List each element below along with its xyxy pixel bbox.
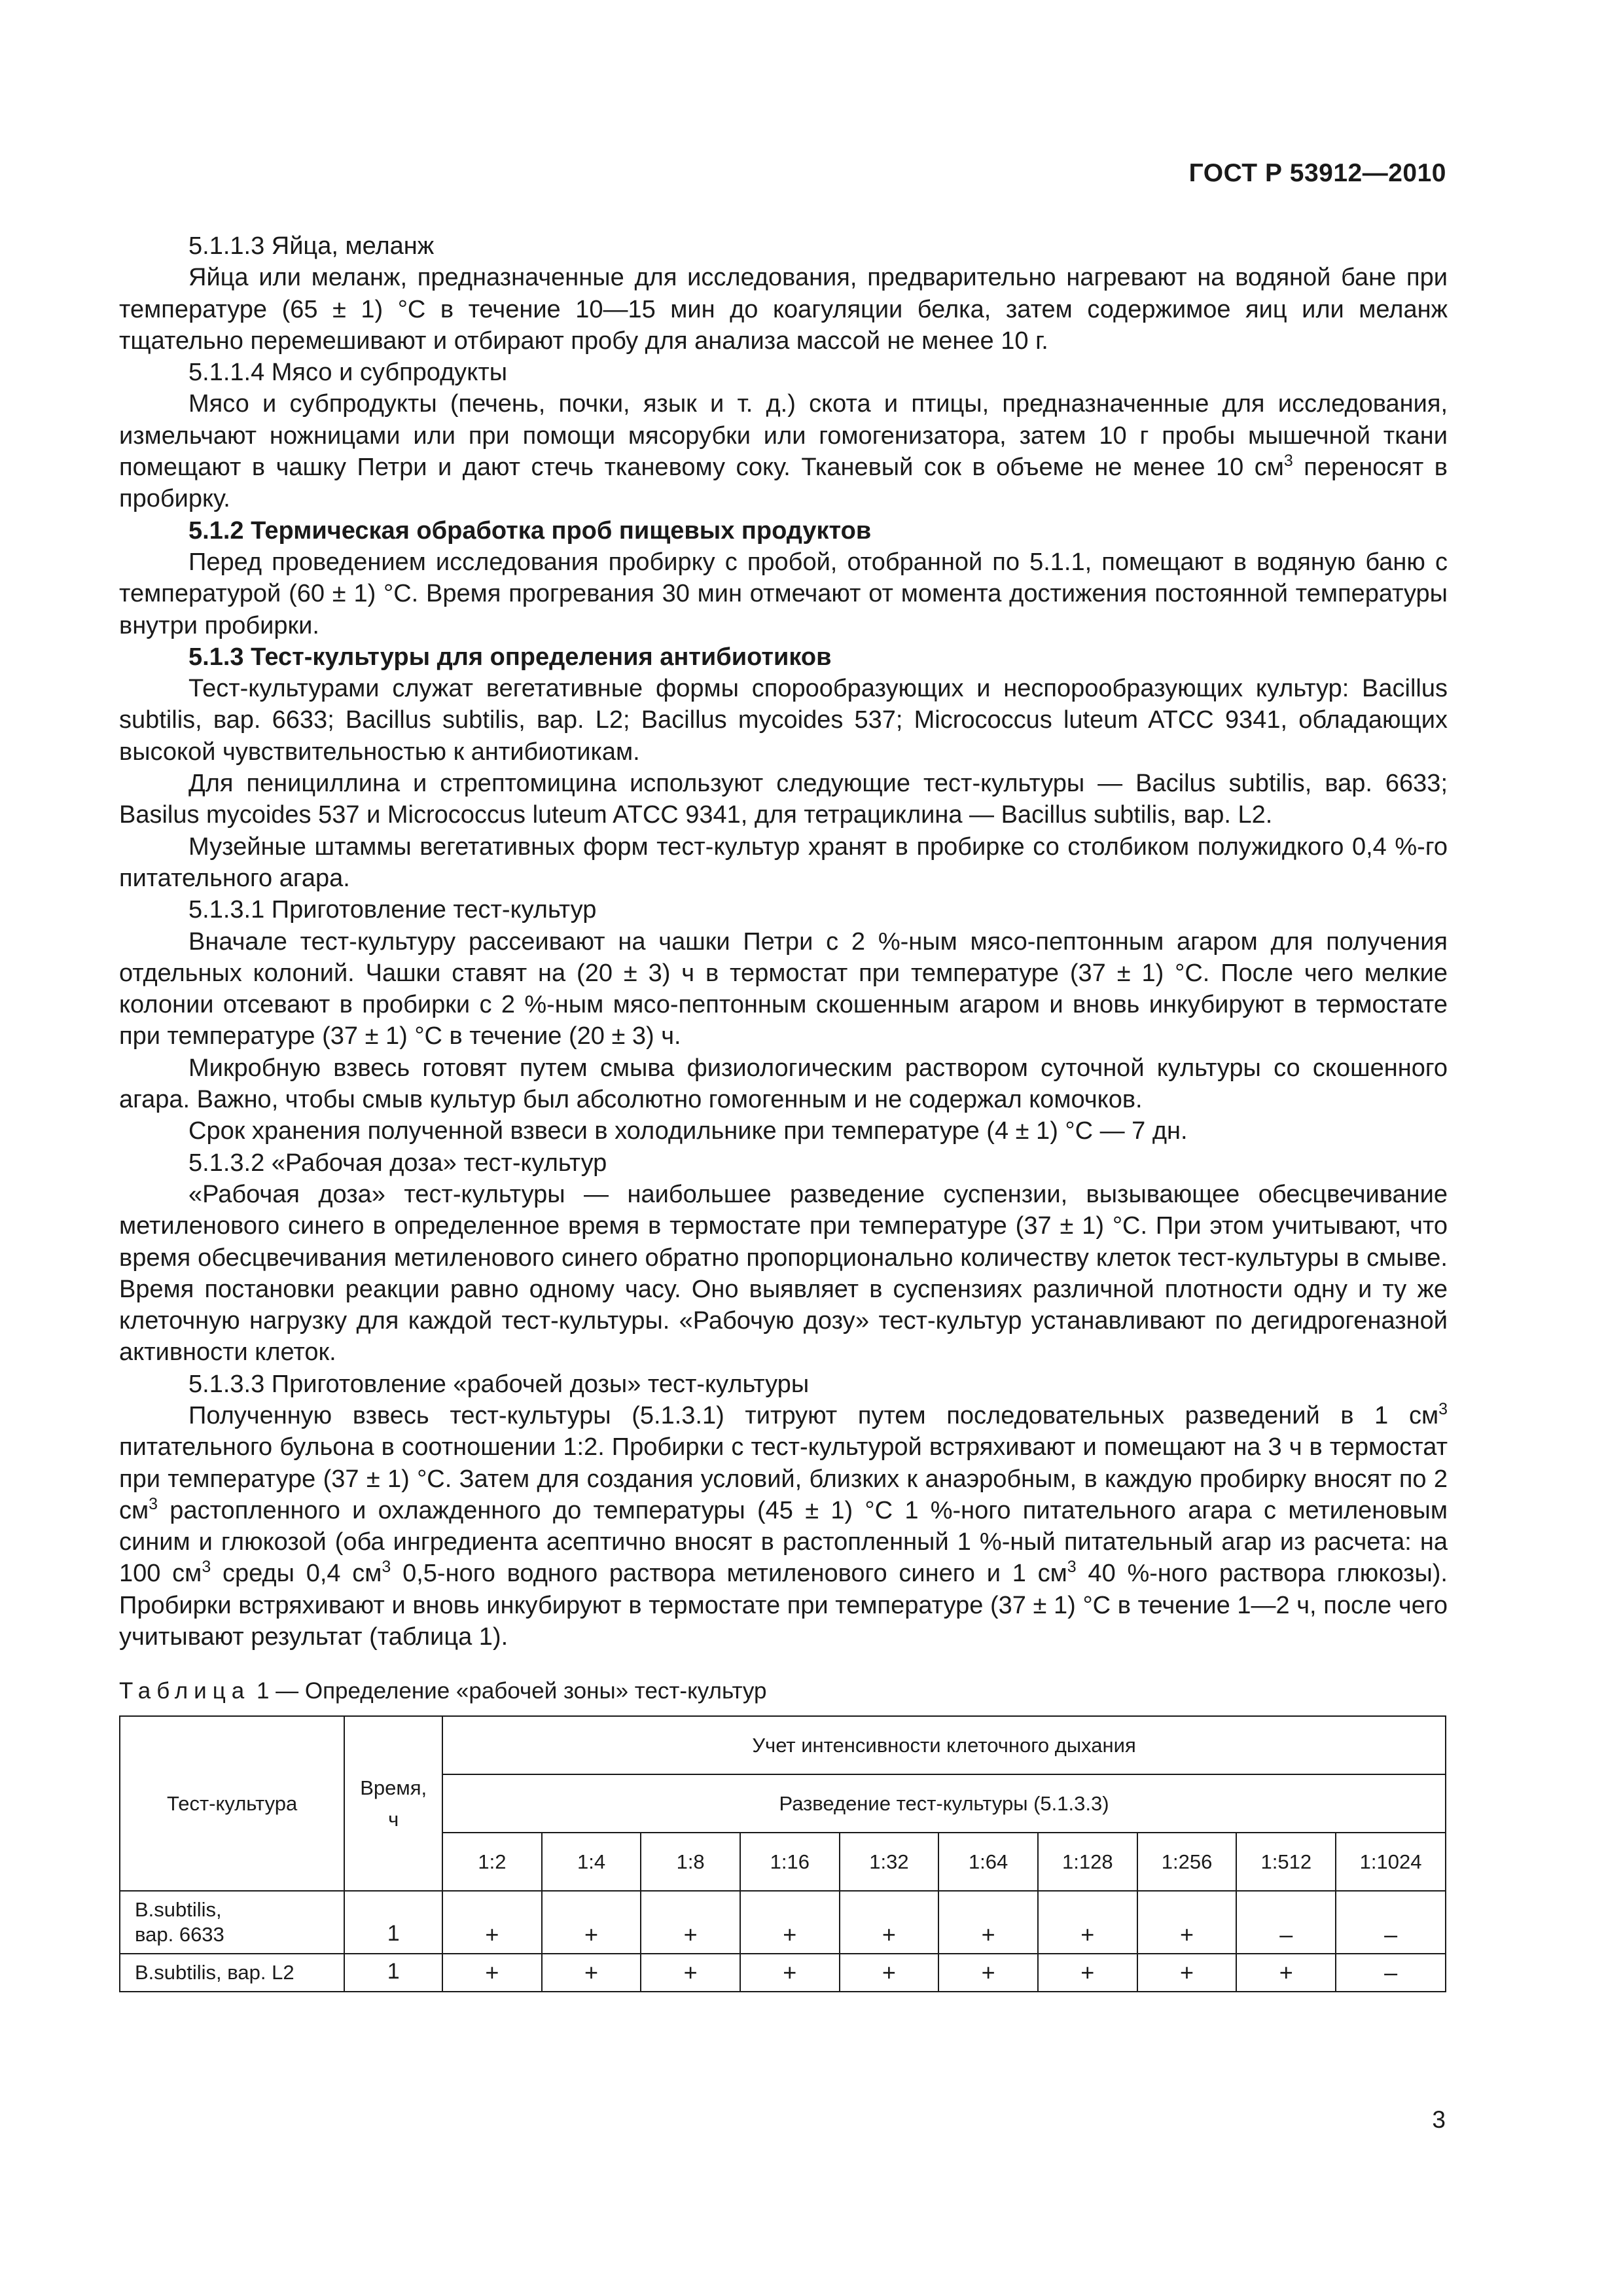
paragraph-test-cultures-3: Музейные штаммы вегетативных форм тест-культур хранят в пробирке со столбиком полужидкого 0,4 %-го питательного агара.: [119, 833, 1448, 892]
dilution-cell: 1:1024: [1336, 1833, 1446, 1891]
culture-name: B.subtilis,: [135, 1898, 222, 1922]
result-cell: +: [542, 1891, 641, 1954]
page-number: 3: [1432, 2106, 1446, 2133]
paragraph-preparation-3: Срок хранения полученной взвеси в холодильнике при температуре (4 ± 1) °С — 7 дн.: [188, 1117, 1188, 1145]
section-heading-512: 5.1.2 Термическая обработка проб пищевых продуктов: [188, 516, 872, 545]
superscript: 3: [1438, 1399, 1448, 1418]
dilution-cell: 1:256: [1137, 1833, 1237, 1891]
superscript: 3: [202, 1558, 211, 1577]
result-cell: –: [1236, 1891, 1336, 1954]
dilution-cell: 1:128: [1038, 1833, 1137, 1891]
text-run: 0,5-ного водного раствора метиленового синего и 1 см: [391, 1560, 1067, 1588]
paragraph-preparation-2: Микробную взвесь готовят путем смыва физиологическим раствором суточной культуры со скошенного агара. Важно, чтобы смыв культур был абсолютно гомогенным и не содержал комочков.: [119, 1054, 1448, 1114]
result-cell: +: [442, 1954, 542, 1992]
result-cell: +: [641, 1954, 740, 1992]
paragraph-meat: [119, 388, 1448, 514]
section-heading-5132: 5.1.3.2 «Рабочая доза» тест-культур: [188, 1149, 607, 1177]
header-culture: Тест-культура: [120, 1716, 344, 1891]
table-header-row: [120, 1716, 1446, 1774]
paragraph-test-cultures-2: Для пенициллина и стрептомицина используют следующие тест-культуры — Bacilus subtilis, вар. 6633; Basilus mycoides 537 и Micrococcus luteum ATCC 9341, для тетрациклина — Bacillus subtilis, вар. L2.: [119, 770, 1448, 829]
result-cell: +: [1137, 1891, 1237, 1954]
result-cell: +: [938, 1954, 1038, 1992]
dilution-cell: 1:64: [938, 1833, 1038, 1891]
paragraph-working-dose-preparation: [119, 1400, 1448, 1653]
table-caption-text: 1 — Определение «рабочей зоны» тест-культур: [250, 1678, 767, 1704]
section-heading-5133: 5.1.3.3 Приготовление «рабочей дозы» тест-культуры: [188, 1370, 810, 1398]
result-cell: –: [1336, 1954, 1446, 1992]
superscript: 3: [382, 1558, 391, 1577]
text-run: 40 %-ного раствора глюкозы). Пробирки встряхивают и вновь инкубируют в термостате при температуре (37 ± 1) °С в течение 1—2 ч, после чего учитывают результат (таблица 1).: [119, 1560, 1448, 1651]
result-cell: +: [442, 1891, 542, 1954]
header-time-label: Время,: [360, 1776, 427, 1799]
section-heading-5131: 5.1.3.1 Приготовление тест-культур: [188, 896, 597, 924]
table-caption-label: Таблица: [119, 1678, 251, 1704]
page-body: [119, 230, 1448, 1992]
text-run: среды 0,4 см: [211, 1560, 382, 1588]
result-cell: +: [1038, 1891, 1137, 1954]
text-run: растопленного и охлажденного до температуры (45 ± 1) °С 1 %-ного питательного агара с метиленовым синим и глюкозой (оба ингредиента асептично вносят в растопленный 1 %-ный питательный агар из расчета: на 100 см: [119, 1496, 1448, 1588]
dilution-cell: 1:4: [542, 1833, 641, 1891]
dilution-cell: 1:512: [1236, 1833, 1336, 1891]
header-time-unit: ч: [388, 1807, 399, 1831]
result-cell: –: [1336, 1891, 1446, 1954]
result-cell: +: [840, 1891, 939, 1954]
superscript: 3: [1067, 1558, 1077, 1577]
text-run: питательного бульона в соотношении 1:2. Пробирки с тест-культурой встряхивают и помещают на 3 ч в термостат при температуре (37 ± 1) °С. Затем для создания условий, близких к анаэробным, в каждую пробирку вносят по 2 см: [119, 1433, 1448, 1524]
text-run: Полученную взвесь тест-культуры (5.1.3.1) титруют путем последовательных разведений в 1 см: [188, 1401, 1439, 1429]
section-heading-513: 5.1.3 Тест-культуры для определения антибиотиков: [188, 643, 832, 671]
dilution-cell: 1:8: [641, 1833, 740, 1891]
paragraph-heat-treatment: Перед проведением исследования пробирку с пробой, отобранной по 5.1.1, помещают в водяную баню с температурой (60 ± 1) °С. Время прогревания 30 мин отмечают от момента достижения постоянной температуры внутри пробирки.: [119, 548, 1448, 639]
time-cell: 1: [344, 1954, 442, 1992]
header-dilution: Разведение тест-культуры (5.1.3.3): [442, 1774, 1446, 1833]
text-run: Мясо и субпродукты (печень, почки, язык и т. д.) скота и птицы, предназначенные для исследования, измельчают ножницами или при помощи мясорубки или гомогенизатора, затем 10 г пробы мышечной ткани помещают в чашку Петри и дают стечь тканевому соку. Тканевый сок в объеме не менее 10 см: [119, 390, 1448, 482]
result-cell: +: [641, 1891, 740, 1954]
culture-name-cell: B.subtilis, вар. L2: [120, 1954, 344, 1992]
standard-code-header: ГОСТ Р 53912—2010: [1188, 159, 1446, 187]
paragraph-eggs: Яйца или меланж, предназначенные для исследования, предварительно нагревают на водяной бане при температуре (65 ± 1) °С в течение 10—15 мин до коагуляции белка, затем содержимое яиц или меланж тщательно перемешивают и отбирают пробу для анализа массой не менее 10 г.: [119, 264, 1448, 355]
dilution-table: [119, 1715, 1446, 1992]
result-cell: +: [542, 1954, 641, 1992]
header-respiration: Учет интенсивности клеточного дыхания: [442, 1716, 1446, 1774]
result-cell: +: [1236, 1954, 1336, 1992]
table-row: [120, 1954, 1446, 1992]
section-heading-5113: 5.1.1.3 Яйца, меланж: [188, 232, 435, 260]
table-row: [120, 1891, 1446, 1954]
dilution-cell: 1:32: [840, 1833, 939, 1891]
table-caption: [119, 1676, 1448, 1706]
result-cell: +: [1137, 1954, 1237, 1992]
culture-variant: вар. 6633: [135, 1923, 224, 1946]
time-cell: 1: [344, 1891, 442, 1954]
culture-name-cell: [120, 1891, 344, 1954]
result-cell: +: [938, 1891, 1038, 1954]
dilution-cell: 1:16: [740, 1833, 840, 1891]
section-heading-5114: 5.1.1.4 Мясо и субпродукты: [188, 359, 508, 387]
result-cell: +: [840, 1954, 939, 1992]
result-cell: +: [1038, 1954, 1137, 1992]
superscript: 3: [1283, 452, 1293, 471]
paragraph-test-cultures-1: Тест-культурами служат вегетативные формы спорообразующих и неспорообразующих культур: Bacillus subtilis, вар. 6633; Bacillus subtilis, вар. L2; Bacillus mycoides 537; Micrococcus luteum ATCC 9341, обладающих высокой чувствительностью к антибиотикам.: [119, 675, 1448, 766]
paragraph-preparation-1: Вначале тест-культуру рассеивают на чашки Петри с 2 %-ным мясо-пептонным агаром для получения отдельных колоний. Чашки ставят на (20 ± 3) ч в термостат при температуре (37 ± 1) °С. После чего мелкие колонии отсевают в пробирки с 2 %-ным мясо-пептонным скошенным агаром и вновь инкубируют в термостате при температуре (37 ± 1) °С в течение (20 ± 3) ч.: [119, 927, 1448, 1050]
result-cell: +: [740, 1891, 840, 1954]
dilution-cell: 1:2: [442, 1833, 542, 1891]
text-run: переносят в пробирку.: [119, 454, 1448, 513]
superscript: 3: [149, 1494, 158, 1513]
header-time: [344, 1716, 442, 1891]
paragraph-working-dose: «Рабочая доза» тест-культуры — наибольшее разведение суспензии, вызывающее обесцвечивание метиленового синего в определенное время в термостате при температуре (37 ± 1) °С. При этом учитывают, что время обесцвечивания метиленового синего обратно пропорционально количеству клеток тест-культуры в смыве. Время постановки реакции равно одному часу. Оно выявляет в суспензиях различной плотности одну и ту же клеточную нагрузку для каждой тест-культуры. «Рабочую дозу» тест-культур устанавливают по дегидрогеназной активности клеток.: [119, 1180, 1448, 1367]
result-cell: +: [740, 1954, 840, 1992]
